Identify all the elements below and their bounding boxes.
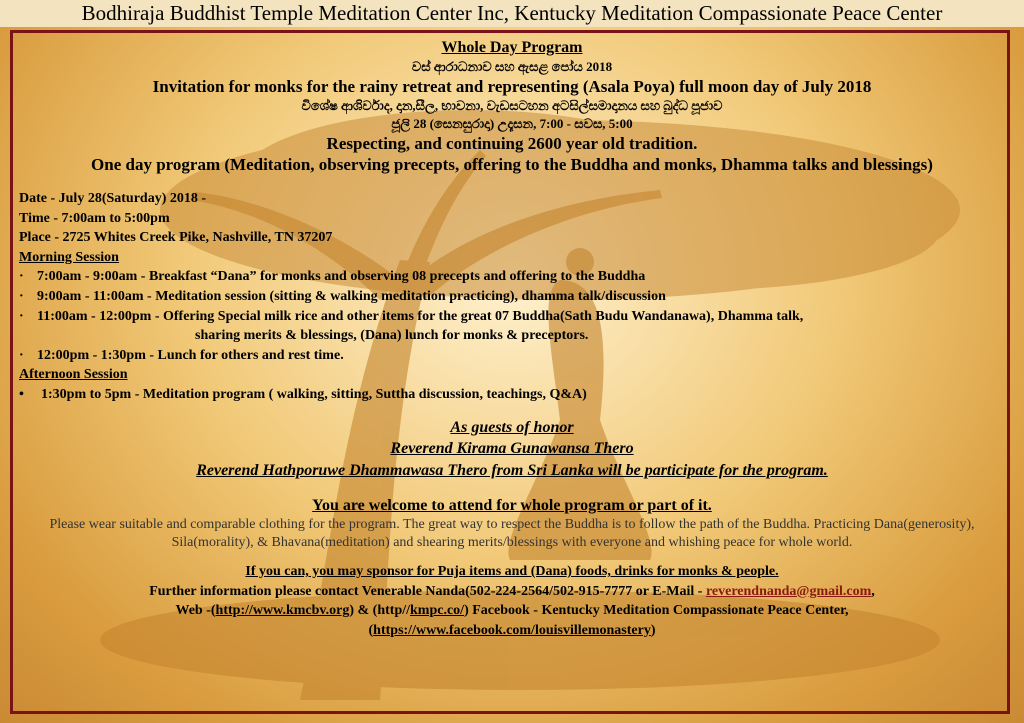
morning-item-1: 7:00am - 9:00am - Breakfast “Dana” for monks and observing 08 precepts and offering to the Buddha (37, 269, 646, 285)
contact-comma: , (871, 583, 875, 599)
morning-item-2: 9:00am - 11:00am - Meditation session (sitting & walking meditation practicing), dhamma talk/discussion (37, 288, 666, 304)
email-link[interactable]: reverendnanda@gmail.com (705, 583, 872, 599)
list-item (19, 385, 1010, 405)
facebook-close-paren: ) (650, 622, 656, 638)
facebook-open-paren: ( (368, 622, 374, 638)
web-line (14, 601, 1010, 621)
website-link-2[interactable]: kmpc.co/ (410, 603, 465, 619)
bullet-icon: · (19, 308, 24, 324)
sponsor-line: If you can, you may sponsor for Puja items and (Dana) foods, drinks for monks & people. (245, 564, 779, 580)
afternoon-session-title: Afternoon Session (19, 367, 128, 383)
one-day-program-line: One day program (Meditation, observing precepts, offering to the Buddha and monks, Dhamma talks and blessings) (91, 155, 933, 174)
bullet-icon: · (19, 288, 24, 304)
list-item (19, 346, 1010, 366)
sinhala-title: වස් ආරාධනාව සහ ඇසළ පෝය 2018 (411, 59, 613, 74)
afternoon-item: 1:30pm to 5pm - Meditation program ( walking, sitting, Suttha discussion, teachings, Q&A) (41, 386, 587, 402)
guest-1: Reverend Kirama Gunawansa Thero (390, 440, 634, 458)
bullet-icon: · (19, 347, 24, 363)
contact-text: Further information please contact Venerable Nanda(502-224-2564/502-915-7777 or E-Mail - (149, 583, 706, 599)
list-item (19, 267, 1010, 287)
morning-item-4: 12:00pm - 1:30pm - Lunch for others and rest time. (37, 347, 344, 363)
bullet-icon: • (19, 386, 24, 402)
program-heading: Whole Day Program (441, 39, 583, 56)
website-link[interactable]: http://www.kmcbv.org (215, 603, 350, 619)
date-line: Date - July 28(Saturday) 2018 - (19, 191, 207, 206)
facebook-label: ) Facebook - Kentucky Meditation Compassionate Peace Center, (464, 603, 849, 619)
time-line: Time - 7:00am to 5:00pm (19, 210, 170, 226)
facebook-line (14, 621, 1010, 641)
tradition-line: Respecting, and continuing 2600 year old tradition. (326, 134, 698, 153)
guests-of-honor (14, 417, 1010, 482)
invitation-line: Invitation for monks for the rainy retreat and representing (Asala Poya) full moon day of July 2018 (152, 77, 872, 96)
place-line: Place - 2725 Whites Creek Pike, Nashville, TN 37207 (19, 230, 333, 246)
contact-section (14, 562, 1010, 640)
morning-item-3: 11:00am - 12:00pm - Offering Special milk rice and other items for the great 07 Buddha(Sath Budu Wandanawa), Dhamma talk, (37, 308, 804, 324)
morning-session-title: Morning Session (19, 249, 119, 265)
contact-line (14, 582, 1010, 602)
guest-2: Reverend Hathporuwe Dhammawasa Thero from Sri Lanka will be participate for the program. (196, 461, 828, 479)
list-item (19, 287, 1010, 307)
sinhala-date-time: ජූලි 28 (සෙනසුරාදා) උදෑසන, 7:00 - සවස, 5:00 (391, 116, 633, 131)
web-mid: ) & (http// (349, 603, 411, 619)
program-details (14, 189, 1010, 405)
page-title: Bodhiraja Buddhist Temple Meditation Center Inc, Kentucky Meditation Compassionate Peace Center (0, 0, 1024, 27)
facebook-link[interactable]: https://www.facebook.com/louisvillemonastery (373, 622, 651, 638)
morning-item-3-continuation: sharing merits & blessings, (Dana) lunch for monks & preceptors. (195, 328, 589, 344)
flyer-content (14, 38, 1010, 640)
web-prefix: Web -( (175, 603, 216, 619)
sinhala-subtitle: විශේෂ ආශිර්වාද, දාන,සීල, භාවනා, වැඩසටහන අටසිල්සමාදානය සහ බුද්ධ පූජාව (301, 98, 723, 113)
welcome-heading: You are welcome to attend for whole program or part of it. (312, 497, 712, 515)
bullet-icon: · (19, 269, 24, 285)
guests-heading: As guests of honor (450, 418, 574, 436)
list-item (19, 307, 1010, 327)
clothing-note: Please wear suitable and comparable clothing for the program. The great way to respect the Buddha is to follow the path of the Buddha. Practicing Dana(generosity), Sila(morality), & Bhavana(meditation) and shearing merits/blessings with everyone and whishing peace for whole world. (49, 517, 975, 551)
